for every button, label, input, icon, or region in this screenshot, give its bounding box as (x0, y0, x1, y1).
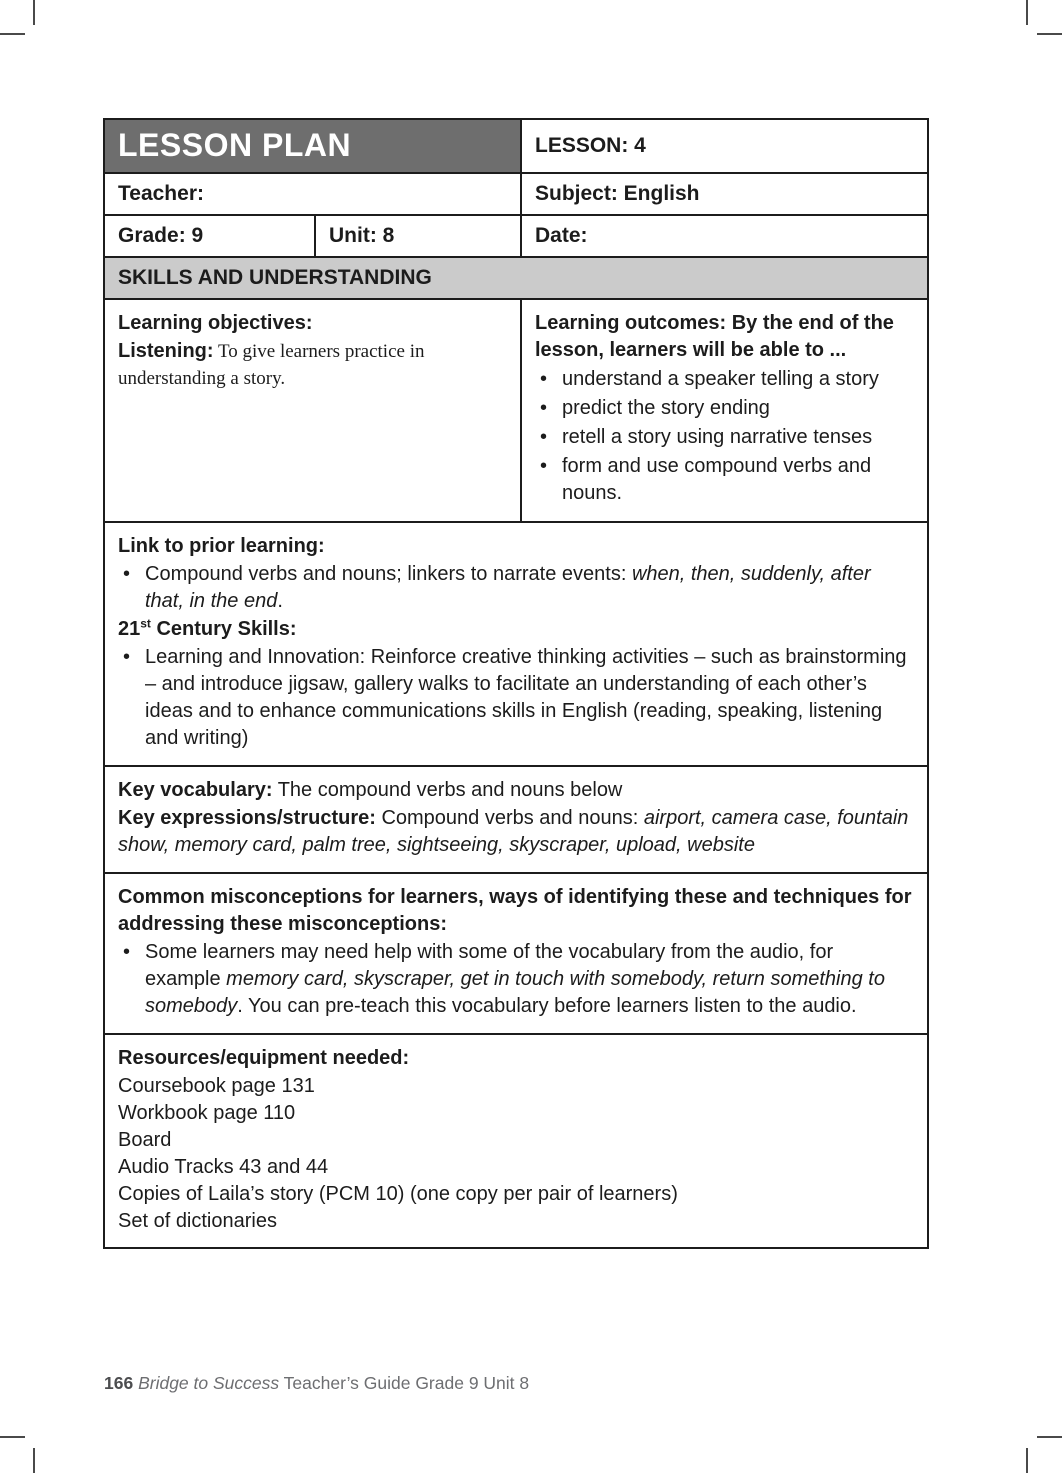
crop-mark-bottom-left-horizontal (0, 1436, 25, 1438)
subject-label: Subject: English (535, 181, 700, 205)
subject-cell (520, 174, 927, 214)
page-footer (104, 1373, 529, 1394)
key-vocabulary-text: The compound verbs and nouns below (272, 779, 623, 801)
crop-mark-bottom-right-horizontal (1037, 1436, 1062, 1438)
crop-mark-top-left-horizontal (0, 33, 25, 35)
outcome-item: • retell a story using narrative tenses (535, 424, 914, 451)
resource-item: Coursebook page 131 (118, 1075, 315, 1097)
resources-section (105, 1033, 927, 1247)
crop-mark-top-right-vertical (1026, 0, 1028, 25)
crop-mark-bottom-right-vertical (1026, 1448, 1028, 1473)
learning-objectives-cell (105, 300, 520, 521)
century-skills-number: 21 (118, 618, 141, 640)
unit-cell (314, 216, 520, 256)
key-expressions-line (118, 805, 914, 859)
teacher-cell (105, 174, 520, 214)
listening-objective (118, 338, 507, 392)
key-vocabulary-section (105, 765, 927, 872)
skills-banner (105, 256, 927, 298)
misconceptions-item-italic: memory card, skyscraper, get in touch with somebody, return something to somebody (145, 968, 885, 1017)
grade-cell (105, 216, 314, 256)
misconceptions-list (118, 939, 914, 1020)
prior-learning-item-end: . (277, 590, 283, 612)
lesson-plan-header-cell (105, 120, 520, 172)
unit-label: Unit: 8 (329, 223, 395, 247)
resource-item: Set of dictionaries (118, 1210, 277, 1232)
outcome-item: • form and use compound verbs and nouns. (535, 453, 914, 507)
learning-outcomes-list (535, 366, 914, 507)
prior-learning-list (118, 561, 914, 615)
key-vocabulary-line (118, 777, 914, 804)
resource-item: Board (118, 1129, 172, 1151)
lesson-plan-table (103, 118, 929, 1249)
date-cell (520, 216, 927, 256)
misconceptions-item-text1: Some learners may need help with some of the vocabulary from the audio, for example (145, 941, 834, 990)
crop-mark-top-right-horizontal (1037, 33, 1062, 35)
table-row-grade-unit-date (105, 214, 927, 256)
resource-item: Audio Tracks 43 and 44 (118, 1156, 329, 1178)
listening-label: Listening: (118, 340, 214, 362)
outcome-item: • understand a speaker telling a story (535, 366, 914, 393)
prior-learning-heading: Link to prior learning: (118, 535, 325, 557)
prior-learning-item-text: Compound verbs and nouns; linkers to narrate events: (145, 563, 632, 585)
learning-outcomes-cell (520, 300, 927, 521)
century-skills-heading (118, 616, 914, 643)
date-label: Date: (535, 223, 588, 247)
table-row-objectives-outcomes (105, 298, 927, 521)
table-row-title (105, 120, 927, 172)
century-skills-item: • Learning and Innovation: Reinforce creative thinking activities – such as brainstorming – and introduce jigsaw, gallery walks to facilitate an understanding of each other’s ideas and to enhance communications skills in English (reading, speaking, listening and writing) (118, 644, 914, 752)
listening-text: To give learners practice in understanding a story. (118, 341, 425, 389)
grade-label: Grade: 9 (118, 223, 204, 247)
prior-learning-item-italic: when, then, suddenly, after that, in the end (145, 563, 871, 612)
key-vocabulary-label: Key vocabulary: (118, 779, 273, 801)
misconceptions-heading: Common misconceptions for learners, ways of identifying these and techniques for addressing these misconceptions: (118, 886, 912, 935)
outcome-item: • predict the story ending (535, 395, 914, 422)
misconceptions-item-text2: . You can pre-teach this vocabulary before learners listen to the audio. (237, 995, 857, 1017)
footer-series-title: Bridge to Success (138, 1373, 280, 1393)
century-skills-rest: Century Skills: (150, 618, 297, 640)
page-number: 166 (104, 1373, 134, 1393)
crop-mark-top-left-vertical (33, 0, 35, 25)
lesson-number-cell (520, 120, 927, 172)
key-expressions-italic: airport, camera case, fountain show, memory card, palm tree, sightseeing, skyscraper, upload, website (118, 807, 909, 856)
footer-suffix: Teacher’s Guide Grade 9 Unit 8 (279, 1373, 530, 1393)
prior-learning-section (105, 521, 927, 765)
resources-heading: Resources/equipment needed: (118, 1047, 410, 1069)
prior-learning-item (118, 561, 914, 615)
teacher-label: Teacher: (118, 181, 204, 205)
skills-banner-label: SKILLS AND UNDERSTANDING (118, 265, 432, 289)
learning-outcomes-heading: Learning outcomes: By the end of the lesson, learners will be able to ... (535, 312, 894, 361)
resource-item: Workbook page 110 (118, 1102, 296, 1124)
misconceptions-item (118, 939, 914, 1020)
misconceptions-section (105, 872, 927, 1033)
learning-objectives-heading: Learning objectives: (118, 312, 313, 334)
key-expressions-text: Compound verbs and nouns: (375, 807, 644, 829)
resource-item: Copies of Laila’s story (PCM 10) (one copy per pair of learners) (118, 1183, 678, 1205)
lesson-plan-title: LESSON PLAN (118, 127, 352, 164)
lesson-number: LESSON: 4 (535, 133, 646, 157)
key-expressions-label: Key expressions/structure: (118, 807, 376, 829)
crop-mark-bottom-left-vertical (33, 1448, 35, 1473)
table-row-teacher-subject (105, 172, 927, 214)
century-skills-ordinal: st (140, 616, 151, 631)
century-skills-list (118, 644, 914, 752)
